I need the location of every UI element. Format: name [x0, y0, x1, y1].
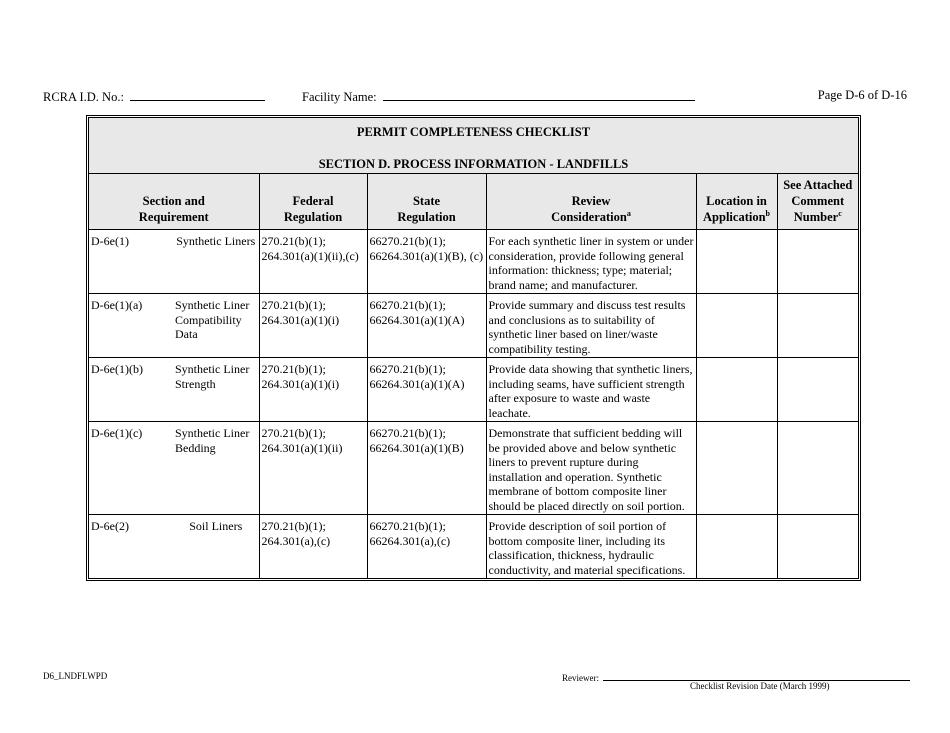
requirement-name: Soil Liners — [189, 519, 243, 533]
page-number: Page D-6 of D-16 — [817, 88, 907, 102]
rcra-id-blank[interactable] — [130, 88, 265, 101]
file-name: D6_LNDFI.WPD — [43, 671, 108, 681]
table-row — [89, 358, 858, 422]
table-row — [89, 230, 858, 294]
location-in-application-cell[interactable] — [696, 294, 777, 358]
state-regulation-cell: 66270.21(b)(1); 66264.301(a)(1)(B) — [367, 422, 486, 515]
location-in-application-cell[interactable] — [696, 230, 777, 294]
checklist-title-bar — [89, 118, 858, 174]
review-consideration-cell: Provide description of soil portion of bottom composite liner, including its classification, thickness, hydraulic conductivity, and material specifications. — [486, 515, 696, 579]
review-consideration-cell: Provide data showing that synthetic liners, including seams, have sufficient strength after exposure to waste and waste leachate. — [486, 358, 696, 422]
location-in-application-cell[interactable] — [696, 422, 777, 515]
state-regulation-cell: 66270.21(b)(1); 66264.301(a)(1)(B), (c) — [367, 230, 486, 294]
location-in-application-cell[interactable] — [696, 515, 777, 579]
federal-regulation-cell: 270.21(b)(1); 264.301(a)(1)(ii),(c) — [259, 230, 367, 294]
revision-date: Checklist Revision Date (March 1999) — [690, 681, 830, 691]
facility-name-field — [302, 88, 695, 105]
col-attached-comment-number: See Attached Comment Number$^c$ — [777, 174, 858, 230]
federal-regulation-cell: 270.21(b)(1); 264.301(a),(c) — [259, 515, 367, 579]
section-code: D-6e(1)(b) — [91, 362, 143, 376]
comment-number-cell[interactable] — [777, 515, 858, 579]
requirement-name: Synthetic Liner Bedding — [175, 426, 250, 455]
requirement-name: Synthetic Liners — [176, 234, 256, 248]
state-regulation-cell: 66270.21(b)(1); 66264.301(a)(1)(A) — [367, 358, 486, 422]
federal-regulation-cell: 270.21(b)(1); 264.301(a)(1)(i) — [259, 294, 367, 358]
checklist-table — [89, 174, 858, 578]
col-location-in-application: Location in Application$^b$ — [696, 174, 777, 230]
comment-number-cell[interactable] — [777, 230, 858, 294]
comment-number-cell[interactable] — [777, 358, 858, 422]
facility-name-blank[interactable] — [383, 88, 695, 101]
state-regulation-cell: 66270.21(b)(1); 66264.301(a)(1)(A) — [367, 294, 486, 358]
federal-regulation-cell: 270.21(b)(1); 264.301(a)(1)(ii) — [259, 422, 367, 515]
section-requirement-cell — [89, 422, 259, 515]
section-requirement-cell — [89, 515, 259, 579]
table-row — [89, 294, 858, 358]
review-consideration-cell: Demonstrate that sufficient bedding will be provided above and below synthetic liners to prevent rupture during installation and operation. Synthetic membrane of bottom composite liner should be placed directly on soil portion. — [486, 422, 696, 515]
location-in-application-cell[interactable] — [696, 358, 777, 422]
section-requirement-cell — [89, 358, 259, 422]
requirement-name: Synthetic Liner Compatibility Data — [175, 298, 250, 341]
state-regulation-cell: 66270.21(b)(1); 66264.301(a),(c) — [367, 515, 486, 579]
checklist-title: PERMIT COMPLETENESS CHECKLIST — [356, 125, 591, 139]
review-consideration-cell: For each synthetic liner in system or under consideration, provide following general information: thickness; type; material; brand name; and manufacturer. — [486, 230, 696, 294]
facility-name-label: Facility Name: — [302, 90, 377, 104]
section-code: D-6e(1)(a) — [91, 298, 143, 312]
section-code: D-6e(1)(c) — [91, 426, 143, 440]
table-row — [89, 422, 858, 515]
table-header-row — [89, 174, 858, 230]
review-consideration-cell: Provide summary and discuss test results and conclusions as to suitability of synthetic liner based on liner/waste compatibility testing. — [486, 294, 696, 358]
col-federal-regulation: Federal Regulation — [259, 174, 367, 230]
section-title: SECTION D. PROCESS INFORMATION - LANDFILLS — [318, 157, 629, 171]
requirement-name: Synthetic Liner Strength — [175, 362, 250, 391]
col-review-consideration: Review Consideration$^a$ — [486, 174, 696, 230]
federal-regulation-cell: 270.21(b)(1); 264.301(a)(1)(i) — [259, 358, 367, 422]
rcra-id-label: RCRA I.D. No.: — [43, 90, 124, 104]
rcra-id-field — [43, 88, 265, 105]
table-row — [89, 515, 858, 579]
section-code: D-6e(1) — [91, 234, 129, 248]
comment-number-cell[interactable] — [777, 294, 858, 358]
section-requirement-cell — [89, 230, 259, 294]
section-code: D-6e(2) — [91, 519, 129, 533]
comment-number-cell[interactable] — [777, 422, 858, 515]
checklist-box — [86, 115, 861, 581]
reviewer-blank[interactable] — [603, 671, 910, 681]
col-state-regulation: State Regulation — [367, 174, 486, 230]
section-requirement-cell — [89, 294, 259, 358]
col-section-requirement: Section and Requirement — [89, 174, 259, 230]
reviewer-label: Reviewer: — [562, 673, 599, 683]
